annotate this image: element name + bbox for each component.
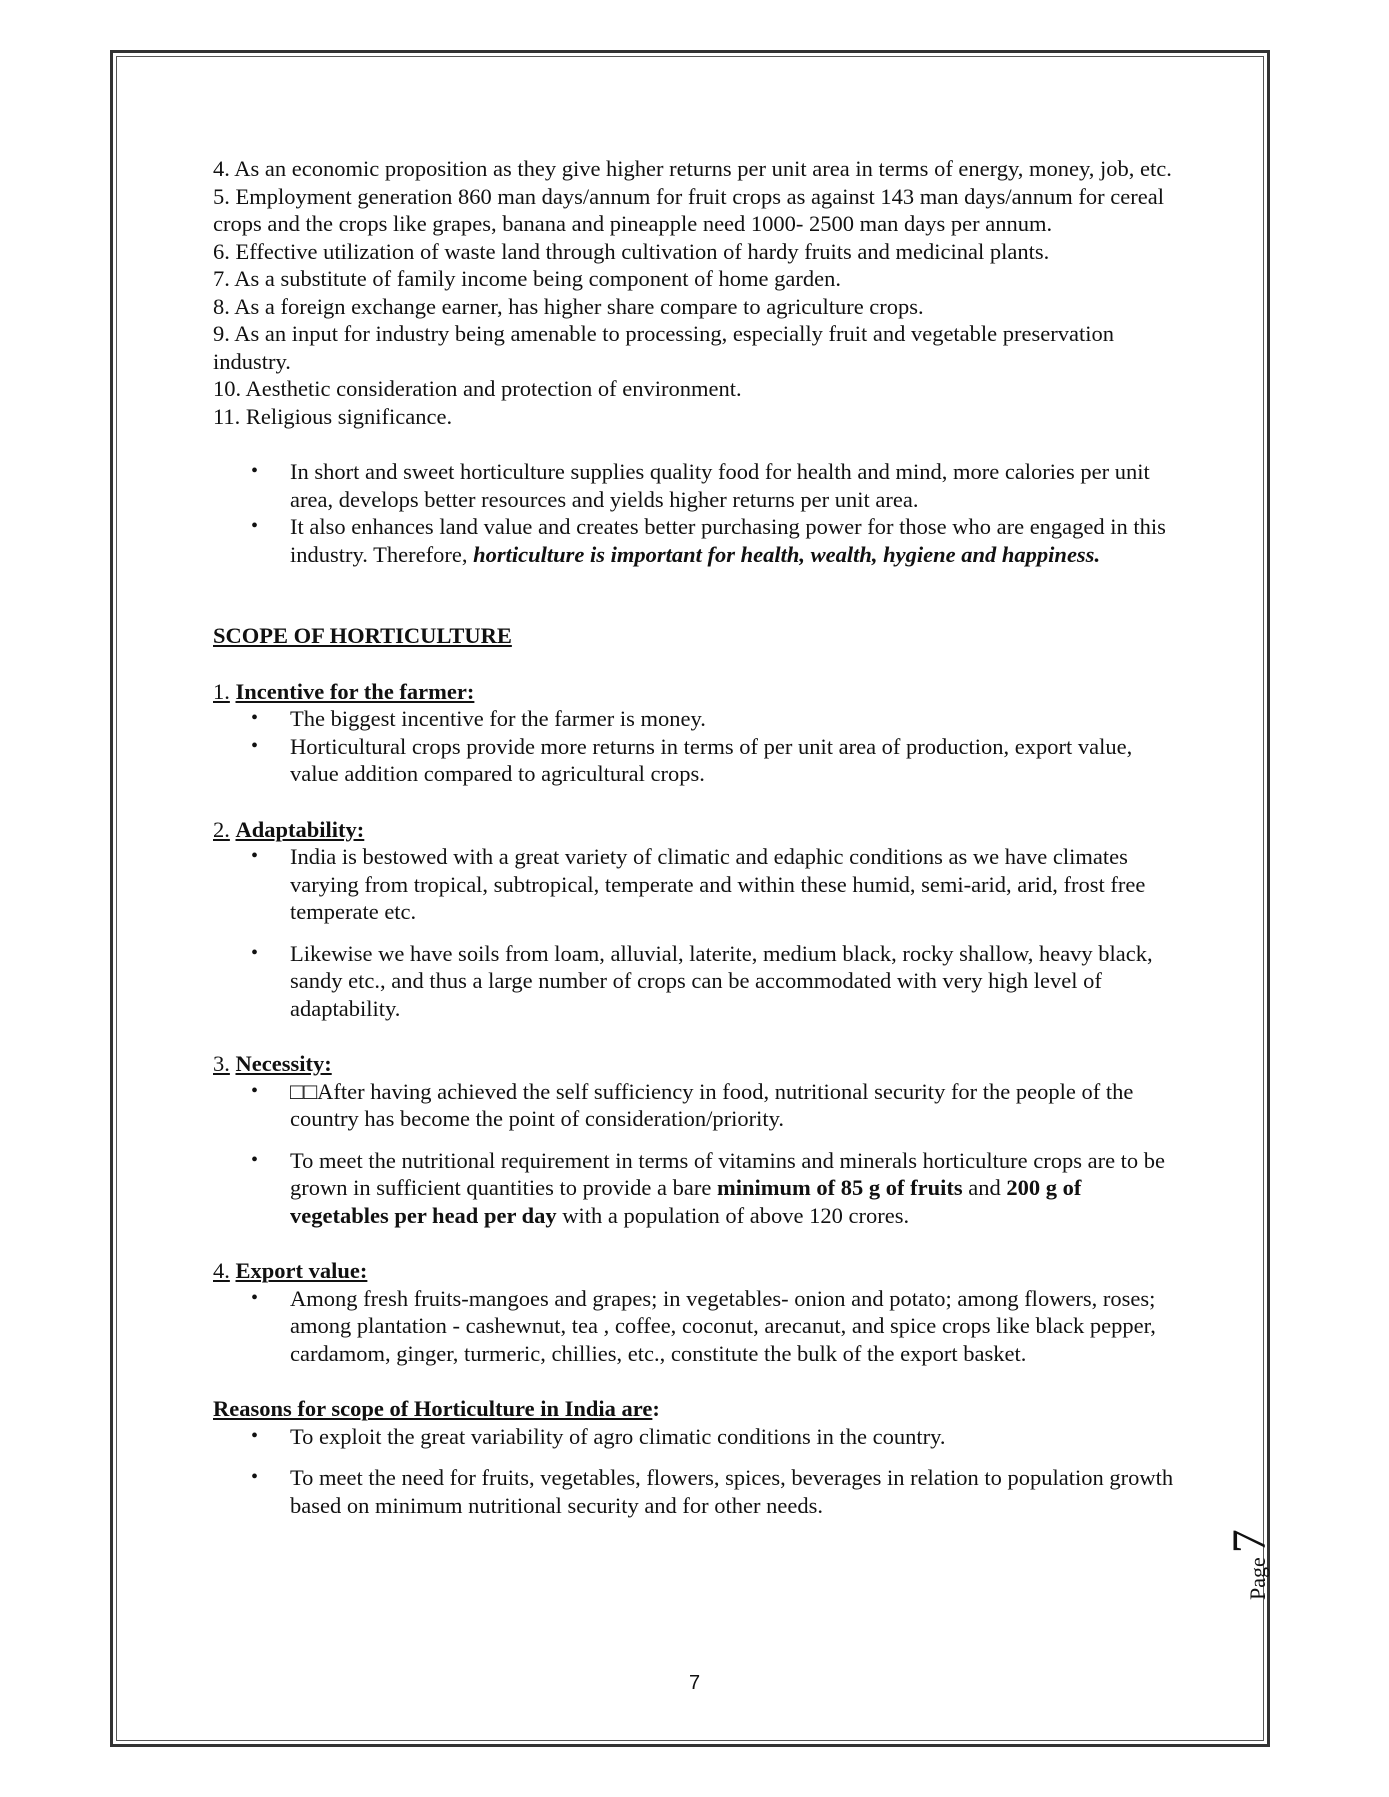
bullet-icon: • [251, 460, 259, 482]
numbered-item-4: 4. As an economic proposition as they give higher returns per unit area in terms of energy, money, job, etc. [213, 156, 1172, 181]
bullet-icon: • [251, 941, 259, 964]
bullet-icon: • [251, 734, 259, 757]
subsection-title-incentive: 1. Incentive for the farmer: [213, 678, 475, 704]
numbered-item-6: 6. Effective utilization of waste land through cultivation of hardy fruits and medicinal plants. [213, 238, 1050, 264]
bullet-icon: • [251, 515, 259, 537]
bullet-icon: • [251, 845, 259, 867]
subsection-title-necessity: 3. Necessity: [213, 1051, 332, 1076]
numbered-item-10: 10. Aesthetic consideration and protection of environment. [213, 376, 742, 401]
list-item: • The biggest incentive for the farmer is money. [251, 706, 706, 731]
numbered-item-7: 7. As a substitute of family income being component of home garden. [213, 266, 841, 291]
list-item: • □□After having achieved the self sufficiency in food, nutritional security for the people of the country has become the point of consideration/priority. [251, 1078, 1134, 1131]
numbered-item-9: 9. As an input for industry being amenable to processing, especially fruit and vegetable preservation industry. [213, 321, 1114, 374]
bullet-icon: • [251, 1148, 259, 1171]
numbered-item-8: 8. As a foreign exchange earner, has higher share compare to agriculture crops. [213, 293, 924, 319]
reasons-heading: Reasons for scope of Horticulture in India are: [213, 1396, 660, 1421]
bullet-icon: • [251, 1079, 259, 1102]
list-item: • India is bestowed with a great variety of climatic and edaphic conditions as we have climates varying from tropical, subtropical, temperate and within these humid, semi-arid, arid, frost free temperate etc. [251, 844, 1146, 924]
list-item: • Horticultural crops provide more returns in terms of per unit area of production, export value, value addition compared to agricultural crops. [251, 733, 1133, 786]
page-number: 7 [688, 1672, 701, 1694]
bullet-icon: • [251, 1286, 259, 1309]
subsection-title-export: 4. Export value: [213, 1258, 368, 1283]
subsection-title-adaptability: 2. Adaptability: [213, 816, 365, 842]
list-item [213, 513, 1183, 568]
list-item: • Among fresh fruits-mangoes and grapes; in vegetables- onion and potato; among flowers, roses; among plantation - cashewnut, tea , coffee, coconut, arecanut, and spice crops like black pepper, cardamom, ginger, turmeric, chillies, etc., constitute the bulk of the export basket. [251, 1285, 1156, 1366]
list-item: • To meet the nutritional requirement in terms of vitamins and minerals horticulture crops are to be grown in sufficient quantities to provide a bare minimum of 85 g of fruits and 200 g of vegetables per head per day with a population of above 120 crores. [251, 1147, 1166, 1228]
bullet-icon: • [251, 1466, 259, 1488]
bullet-icon: • [251, 1424, 259, 1447]
list-item: • To meet the need for fruits, vegetables, flowers, spices, beverages in relation to population growth based on minimum nutritional security and for other needs. [251, 1465, 1174, 1518]
adaptability-list [213, 843, 1183, 1022]
export-list [213, 1285, 1183, 1368]
side-page-word: Page [1245, 1557, 1270, 1600]
necessity-list [213, 1078, 1183, 1230]
list-item [213, 458, 1183, 513]
list-item: • To exploit the great variability of agro climatic conditions in the country. [251, 1423, 946, 1449]
document-body [213, 155, 1183, 1519]
summary-emphasis: horticulture is important for health, wealth, hygiene and happiness. [473, 541, 1101, 567]
bullet-icon: • [251, 707, 259, 729]
summary-bullet-2: It also enhances land value and creates better purchasing power for those who are engaged in this industry. Therefore, [290, 514, 1166, 567]
numbered-item-5: 5. Employment generation 860 man days/annum for fruit crops as against 143 man days/annum for cereal crops and the crops like grapes, banana and pineapple need 1000- 2500 man days per annum. [213, 183, 1164, 236]
incentive-list [213, 705, 1183, 788]
section-heading: SCOPE OF HORTICULTURE [213, 623, 512, 648]
side-page-number: 7 [1223, 1529, 1276, 1554]
side-page-label [1222, 1480, 1282, 1600]
numbered-item-11: 11. Religious significance. [213, 403, 453, 429]
reasons-list [213, 1423, 1183, 1520]
summary-list [213, 458, 1183, 568]
list-item: • Likewise we have soils from loam, alluvial, laterite, medium black, rocky shallow, heavy black, sandy etc., and thus a large number of crops can be accommodated with very high level of adaptability. [251, 940, 1153, 1021]
summary-bullet-1: In short and sweet horticulture supplies quality food for health and mind, more calories per unit area, develops better resources and yields higher returns per unit area. [290, 459, 1150, 512]
